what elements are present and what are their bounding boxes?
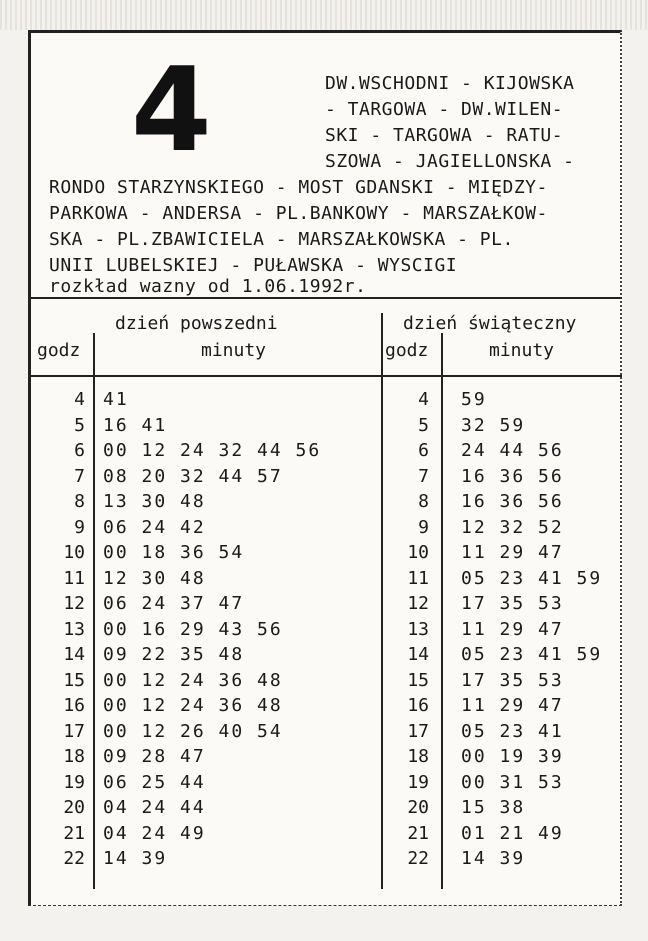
weekday-hour-header: godz [37,340,81,361]
holiday-minutes-cell: 17 35 53 [461,669,564,691]
route-line-1: DW.WSCHODNI - KIJOWSKA [325,73,575,94]
holiday-hour-cell: 17 [407,720,429,742]
weekday-minutes-cell: 00 16 29 43 56 [103,618,283,640]
route-line-6: PARKOWA - ANDERSA - PL.BANKOWY - MARSZAŁKOW- [49,203,548,224]
validity-note: rozkład wazny od 1.06.1992r. [49,276,367,297]
weekday-hour-cell: 12 [63,593,85,614]
weekday-hour-cell: 17 [63,720,85,742]
weekday-minutes-cell: 06 24 37 47 [103,593,245,614]
holiday-hour-cell: 13 [407,618,429,640]
weekday-minutes-cell: 06 24 42 [103,516,206,538]
weekday-hour-cell: 19 [63,771,85,793]
holiday-minutes-cell: 12 32 52 [461,516,564,538]
route-line-3: SKI - TARGOWA - RATU- [325,125,564,146]
holiday-minutes-cell: 00 19 39 [461,746,564,767]
holiday-hour-cell: 15 [407,669,429,691]
weekday-minutes-cell: 00 12 24 36 48 [103,695,283,716]
holiday-minutes-cell: 11 29 47 [461,542,564,563]
holiday-hour-column-line [441,333,443,889]
weekday-minutes-cell: 04 24 49 [103,822,206,844]
holiday-hour-cell: 11 [407,567,429,589]
weekday-minutes-header: minuty [201,340,267,361]
route-line-5: RONDO STARZYNSKIEGO - MOST GDANSKI - MIĘDZY- [49,177,548,198]
holiday-minutes-header: minuty [489,340,555,361]
holiday-hour-cell: 22 [407,848,429,869]
holiday-minutes-cell: 05 23 41 59 [461,567,603,589]
weekday-hour-cell: 9 [74,516,85,538]
weekday-minutes-cell: 13 30 48 [103,491,206,512]
weekday-hour-cell: 8 [74,491,85,512]
holiday-hour-cell: 7 [418,465,429,487]
weekday-minutes-cell: 12 30 48 [103,567,206,589]
weekday-hour-cell: 4 [74,389,85,410]
weekday-minutes-cell: 00 12 26 40 54 [103,720,283,742]
weekday-label: dzień powszedni [115,313,278,334]
weekday-minutes-cell: 09 28 47 [103,746,206,767]
weekday-minutes-cell: 16 41 [103,414,168,436]
weekday-hour-column-line [93,333,95,889]
weekday-hour-cell: 5 [74,414,85,436]
route-number: 4 [131,43,212,178]
weekday-minutes-cell: 04 24 44 [103,797,206,818]
route-line-7: SKA - PL.ZBAWICIELA - MARSZAŁKOWSKA - PL. [49,229,514,250]
holiday-hour-cell: 19 [407,771,429,793]
holiday-minutes-cell: 16 36 56 [461,491,564,512]
weekday-minutes-cell: 06 25 44 [103,771,206,793]
weekday-minutes-cell: 00 18 36 54 [103,542,245,563]
weekday-hour-cell: 10 [63,542,85,563]
holiday-minutes-cell: 01 21 49 [461,822,564,844]
holiday-minutes-cell: 14 39 [461,848,526,869]
holiday-hour-cell: 14 [407,644,429,665]
weekday-minutes-cell: 00 12 24 32 44 56 [103,440,322,461]
holiday-hour-cell: 8 [418,491,429,512]
holiday-label: dzień świąteczny [403,313,577,334]
holiday-hour-cell: 4 [418,389,429,410]
holiday-hour-header: godz [385,340,429,361]
holiday-minutes-cell: 16 36 56 [461,465,564,487]
weekday-minutes-cell: 41 [103,389,129,410]
weekday-minutes-cell: 00 12 24 36 48 [103,669,283,691]
holiday-minutes-cell: 11 29 47 [461,695,564,716]
route-line-8: UNII LUBELSKIEJ - PUŁAWSKA - WYSCIGI [49,255,458,276]
weekday-hour-cell: 21 [63,822,85,844]
weekday-hour-cell: 13 [63,618,85,640]
route-line-4: SZOWA - JAGIELLONSKA - [325,151,575,172]
weekday-hour-cell: 7 [74,465,85,487]
weekday-hour-cell: 11 [63,567,85,589]
holiday-hour-cell: 5 [418,414,429,436]
weekday-hour-cell: 20 [63,797,85,818]
weekday-hour-cell: 14 [63,644,85,665]
holiday-minutes-cell: 00 31 53 [461,771,564,793]
weekday-minutes-cell: 08 20 32 44 57 [103,465,283,487]
header-divider [31,297,622,299]
weekday-hour-cell: 18 [63,746,85,767]
weekday-hour-cell: 15 [63,669,85,691]
table-header-divider [31,375,622,377]
holiday-minutes-cell: 59 [461,389,487,410]
route-line-2: - TARGOWA - DW.WILEN- [325,99,564,120]
weekday-minutes-cell: 14 39 [103,848,168,869]
holiday-hour-cell: 10 [407,542,429,563]
holiday-hour-cell: 6 [418,440,429,461]
holiday-hour-cell: 16 [407,695,429,716]
holiday-minutes-cell: 11 29 47 [461,618,564,640]
weekday-hour-cell: 22 [63,848,85,869]
holiday-minutes-cell: 15 38 [461,797,526,818]
holiday-minutes-cell: 32 59 [461,414,526,436]
holiday-minutes-cell: 17 35 53 [461,593,564,614]
holiday-minutes-cell: 05 23 41 [461,720,564,742]
holiday-minutes-cell: 24 44 56 [461,440,564,461]
holiday-hour-cell: 12 [407,593,429,614]
holiday-minutes-cell: 05 23 41 59 [461,644,603,665]
day-type-divider [381,313,383,889]
weekday-minutes-cell: 09 22 35 48 [103,644,245,665]
weekday-hour-cell: 16 [63,695,85,716]
holiday-hour-cell: 20 [407,797,429,818]
holiday-hour-cell: 9 [418,516,429,538]
holiday-hour-cell: 18 [407,746,429,767]
weekday-hour-cell: 6 [74,440,85,461]
holiday-hour-cell: 21 [407,822,429,844]
timetable-sheet [28,30,622,906]
paper-speckle [0,0,648,30]
